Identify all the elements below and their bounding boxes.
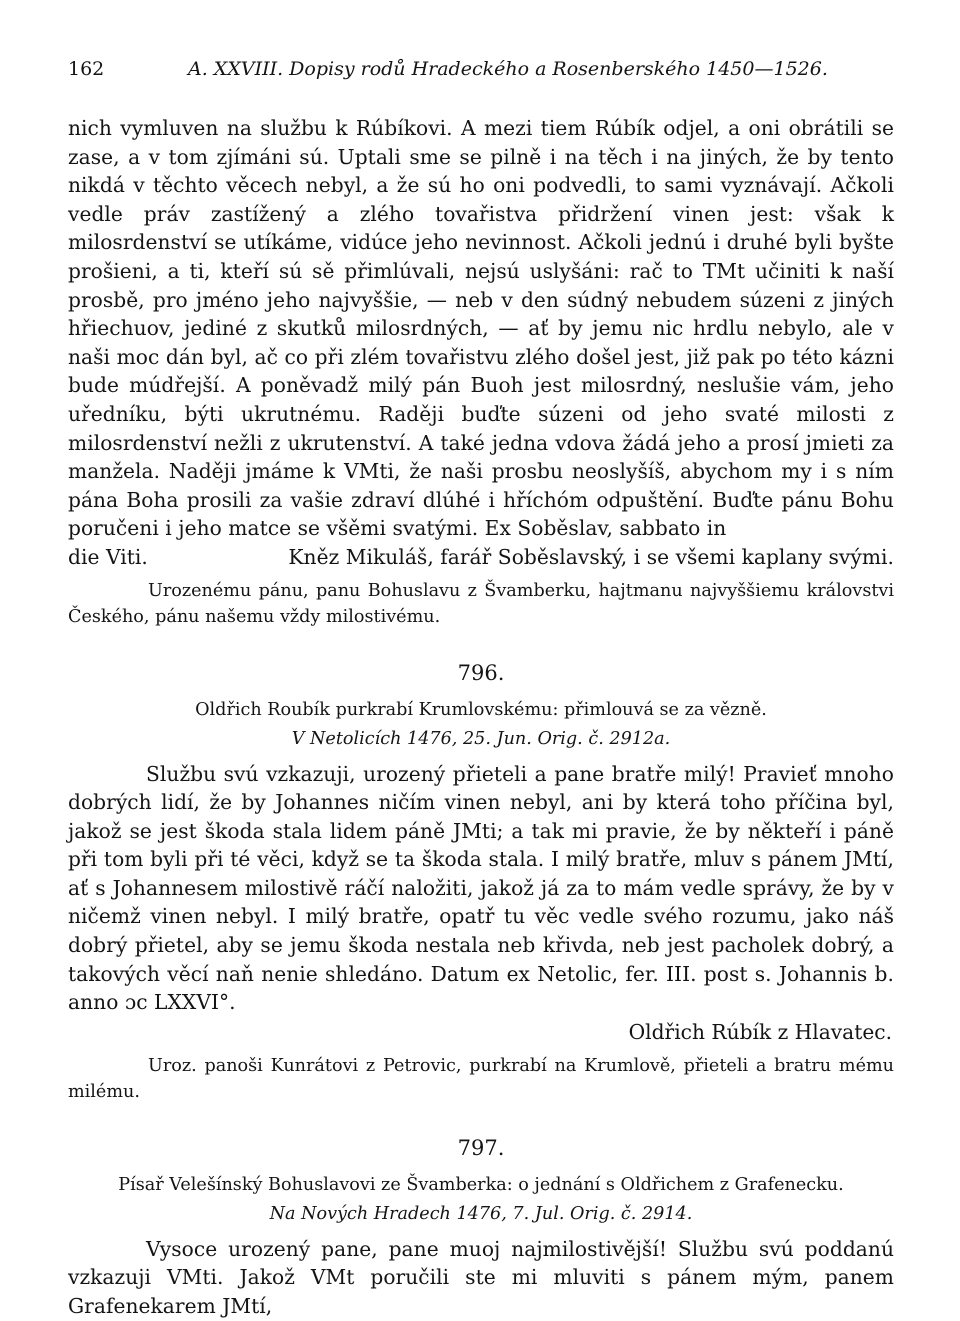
closing-date: die Viti. bbox=[68, 544, 148, 569]
body-paragraph: Vysoce urozený pane, pane muoj najmilostivější! Službu svú poddanú vzkazuji VMti. Jakož VMt poručili ste mi mluviti s pánem mým, panem Grafenekarem JMtí, bbox=[68, 1236, 894, 1319]
body-paragraph: Službu svú vzkazuji, urozený přieteli a pane bratře milý! Pravieť mnoho dobrých lidí, že by Johannes ničím vinen nebyl, ani by která toho příčina byl, jakož se jest škoda stala lidem páně JMti; a tak mi pravie, že by někteří i páně při tom byli při té věci, když se ta škoda stala. I milý bratře, mluv s pánem JMtí, ať s Johannesem milostivě ráčí naložiti, jakož já za to mám vedle správy, že by v ničemž vinen nebyl. I milý bratře, opatř tu věc vedle svého rozumu, jako náš dobrý přietel, aby se jemu škoda nestala neb křivda, neb jest pacholek dobrý, a takových věcí naň nenie shledáno. Datum ex Netolic, fer. III. post s. Johannis b. anno ɔc LXXVI°. bbox=[68, 761, 894, 1015]
letter-dateline: V Netolicích 1476, 25. Jun. Orig. č. 2912a. bbox=[291, 728, 671, 749]
letter-number: 797. bbox=[457, 1135, 505, 1160]
closing-signature: Kněz Mikuláš, farář Soběslavský, i se všemi kaplany svými. bbox=[288, 544, 894, 569]
address-line: Uroz. panoši Kunrátovi z Petrovic, purkrabí na Krumlově, přieteli a bratru mému milému. bbox=[68, 1055, 894, 1102]
letter-dateline: Na Nových Hradech 1476, 7. Jul. Orig. č. 2914. bbox=[269, 1203, 693, 1224]
letter-797 bbox=[68, 1131, 894, 1321]
letter-796 bbox=[68, 656, 894, 1105]
letter-795-continuation bbox=[68, 114, 894, 630]
page-number: 162 bbox=[68, 58, 105, 80]
running-head bbox=[68, 58, 894, 88]
closing-line bbox=[68, 543, 894, 572]
running-title: A. XXVIII. Dopisy rodů Hradeckého a Rosenberského 1450—1526. bbox=[188, 58, 828, 80]
letter-summary: Písař Velešínský Bohuslavovi ze Švamberka: o jednání s Oldřichem z Grafenecku. bbox=[118, 1174, 844, 1195]
letter-number: 796. bbox=[457, 660, 505, 685]
letter-signature: Oldřich Rúbík z Hlavatec. bbox=[628, 1019, 892, 1044]
address-line: Urozenému pánu, panu Bohuslavu z Švamberku, hajtmanu najvyššiemu královstvi Českého, pánu našemu vždy milostivému. bbox=[68, 580, 894, 627]
letter-summary: Oldřich Roubík purkrabí Krumlovskému: přimlouvá se za vězně. bbox=[195, 699, 767, 720]
body-paragraph: nich vymluven na službu k Rúbíkovi. A mezi tiem Rúbík odjel, a oni obrátili se zase, a v tom zjímáni sú. Uptali sme se pilně i na těch i na jiných, že by tento nikdá v těchto věcech nebyl, a že sú ho oni podvedli, to sami vyznávají. Ačkoli vedle práv zastížený a zlého tovařistva přidržení vinen jest: však k milosrdenství se utíkáme, vidúce jeho nevinnost. Ačkoli jednú i druhé byli byšte prošieni, a ti, kteří sú sě přimlúvali, nejsú uslyšáni: rač to TMt učiniti k naší prosbě, pro jméno jeho najvyššie, — neb v den súdný nebudem súzeni z jiných hřiechuov, jediné z skutků milosrdných, — ať by jemu nic hrdlu nebylo, ale v naši moc dán byl, ač co při zlém tovařistvu zlého došel jest, již pak po této kázni bude múdřejší. A poněvadž milý pán Buoh jest milosrdný, neslušie vám, jeho uředníku, býti ukrutnému. Raději buďte súzeni od jeho svaté milosti z milosrdenství nežli z ukrutenství. A také jedna vdova žádá jeho a prosí jmieti za manžela. Naději jmáme k VMti, že naši prosbu neoslyšíš, abychom my i s ním pána Boha prosili za vašie zdraví dlúhé i hříchóm odpuštění. Buďte pánu Bohu poručeni i jeho matce se všěmi svatými. Ex Soběslav, sabbato in bbox=[68, 116, 894, 541]
